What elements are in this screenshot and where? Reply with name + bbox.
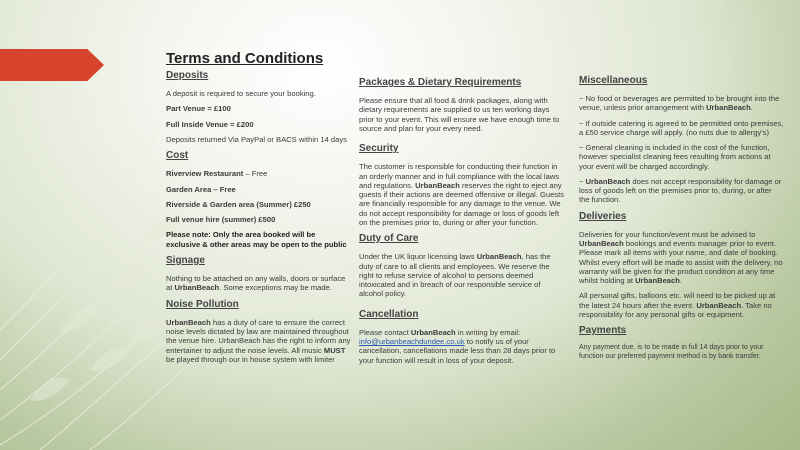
deposits-returned: Deposits returned Via PayPal or BACS within 14 days <box>166 134 347 144</box>
riverview-label: Riverview Restaurant <box>166 169 244 179</box>
cancellation-text-b: in writing by email: <box>455 327 521 337</box>
signage-text <box>166 274 351 293</box>
duty-text-b: , has the duty of care to all clients and employees. We reserve the right to refuse service of alcohol to persons deemed intoxicated and in breach of our responsible service of alcohol policy. <box>359 252 551 299</box>
deliveries-p1 <box>579 230 784 286</box>
noise-heading: Noise Pollution <box>166 298 239 310</box>
noise-text-b: be played through our in house system with limiter <box>166 354 335 364</box>
riverview-value: – Free <box>243 169 268 179</box>
misc-item-3: ~ General cleaning is included in the cost of the function, however specialist cleaning fees resulting from actions at your event will be charged accordingly. <box>579 143 771 171</box>
deliveries-heading: Deliveries <box>579 210 627 222</box>
deposits-heading: Deposits <box>166 70 209 81</box>
noise-text <box>166 318 351 364</box>
misc-item-4-a: ~ <box>579 176 586 186</box>
duty-heading: Duty of Care <box>359 233 419 245</box>
brand-name: UrbanBeach <box>635 276 680 286</box>
brand-name: UrbanBeach <box>476 252 522 262</box>
cost-heading: Cost <box>166 150 189 162</box>
packages-heading: Packages & Dietary Requirements <box>359 77 522 88</box>
duty-text-a: Under the UK liquor licensing laws <box>359 252 477 262</box>
column-right <box>579 75 784 367</box>
brand-name: UrbanBeach <box>706 103 751 113</box>
brand-name: UrbanBeach <box>585 176 631 186</box>
misc-item-1-a: ~ No food or beverages are permitted to be brought into the venue, unless prior arrangement with <box>579 94 780 113</box>
red-arrow-banner <box>0 49 104 81</box>
misc-item-4 <box>579 177 784 205</box>
security-text-a: The customer is responsible for conducting their function in an orderly manner and in full compliance with the local laws and regulations. <box>359 162 560 190</box>
brand-name: UrbanBeach <box>410 327 456 337</box>
cancellation-text-c: to notify us of your cancellation, cancellations made less than 28 days prior to your function will result in loss of your deposit. <box>359 337 556 365</box>
cancellation-text-a: Please contact <box>359 327 411 337</box>
deliveries-p1-a: Deliveries for your function/event must be advised to <box>579 229 756 239</box>
signage-text-a: Nothing to be attached on any walls, doors or surface at <box>166 274 346 293</box>
cost-full-hire: Full venue hire (summer) £500 <box>166 215 276 225</box>
deliveries-p1-b: bookings and events manager prior to event. Please mark all items with your name, and date of booking. Whilst every effort will be made to assist with the delivery, no warranty will be given for the product condition at any time whilst holding at <box>579 239 783 286</box>
payments-text: Any payment due, is to be made in full 14 days prior to your function our preferred payment method is by bank transfer. <box>579 344 764 360</box>
noise-must: MUST <box>323 345 346 355</box>
duty-text <box>359 252 564 298</box>
deliveries-p2-a: All personal gifts, balloons etc. will need to be picked up at the latest 24 hours after the event. <box>579 291 776 310</box>
brand-name: UrbanBeach <box>579 239 624 249</box>
misc-item-1-b: . <box>750 103 753 113</box>
email-link[interactable]: info@urbanbeachdundee.co.uk <box>359 337 465 346</box>
security-heading: Security <box>359 143 399 155</box>
packages-text: Please ensure that all food & drink packages, along with dietary requirements are supplied to us ten working days prior to your event. This will ensure we have enough time to source and plan for your every need. <box>359 96 560 133</box>
noise-text-a: has a duty of care to ensure the correct noise levels dictated by law are maintained throughout the venue hire. UrbanBeach has the right to inform any entertainer to adjust the noise levels. All music <box>166 317 351 355</box>
brand-name: UrbanBeach <box>166 317 211 327</box>
signage-heading: Signage <box>166 254 205 266</box>
security-text <box>359 162 564 227</box>
cost-riverside: Riverside & Garden area (Summer) £250 <box>166 199 311 209</box>
misc-item-1 <box>579 94 784 113</box>
deliveries-p1-c: . <box>679 276 683 286</box>
part-venue-price: Part Venue = £100 <box>166 104 231 114</box>
cost-riverview <box>166 169 351 178</box>
deposits-intro: A deposit is required to secure your booking. <box>166 89 316 99</box>
column-left <box>166 70 351 370</box>
cost-garden: Garden Area – Free <box>166 184 236 194</box>
cancellation-text <box>359 328 564 365</box>
deliveries-p2-b: . Take no responsibility for any personal gifts or equipment. <box>579 300 772 319</box>
payments-heading: Payments <box>579 325 627 337</box>
page-title: Terms and Conditions <box>166 50 324 67</box>
security-text-b: reserves the right to eject any guests if their actions are deemed offensive or illegal. Guests are financially responsible for any damage to the venue. We do not accept responsibility for damage or loss of goods left on the premises prior to, during or after your function. <box>359 180 565 227</box>
cost-note: Please note: Only the area booked will be exclusive & other areas may be open to the public <box>166 230 347 249</box>
misc-item-2: ~ If outside catering is agreed to be permitted onto premises, a £50 service charge will apply. (no nuts due to allergy's) <box>579 118 784 137</box>
signage-text-b: . Some exceptions may be made. <box>219 283 332 293</box>
brand-name: UrbanBeach <box>696 300 742 310</box>
deliveries-p2 <box>579 291 784 319</box>
cancellation-heading: Cancellation <box>359 308 419 320</box>
misc-heading: Miscellaneous <box>579 75 648 86</box>
brand-name: UrbanBeach <box>174 283 220 293</box>
misc-item-4-b: does not accept responsibility for damage or loss of goods left on the premises prior to, during, or after the function. <box>579 176 782 205</box>
full-inside-price: Full Inside Venue = £200 <box>166 119 254 129</box>
column-middle <box>359 77 564 371</box>
brand-name: UrbanBeach <box>415 180 460 190</box>
